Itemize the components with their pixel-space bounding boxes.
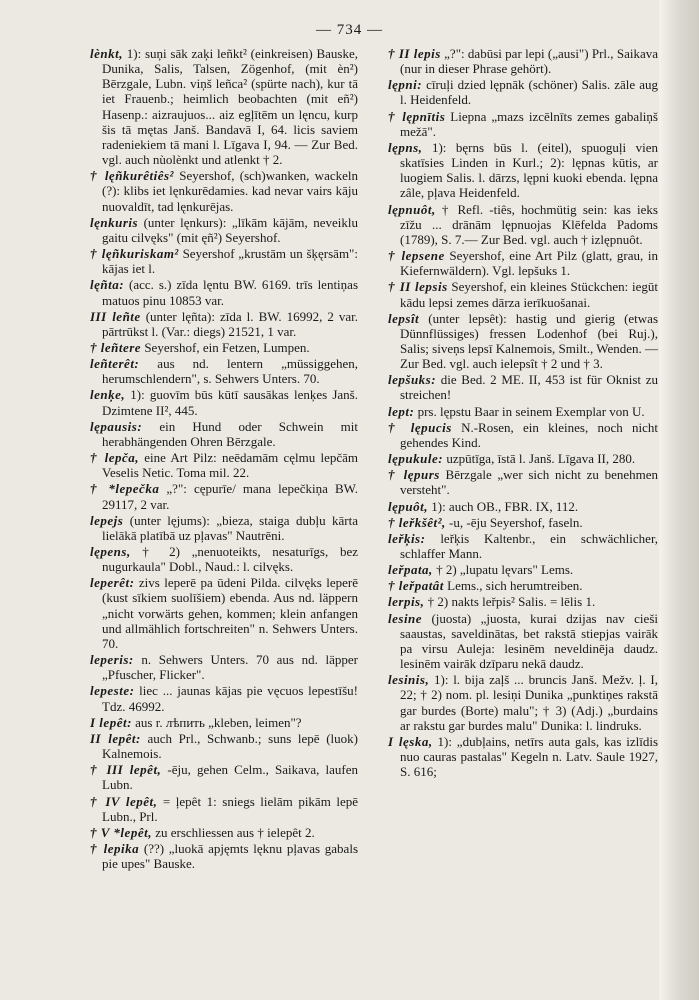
entry-text: n. Sehwers Unters. 70 aus nd. läpper „Pfuscher, Flicker". <box>102 652 358 683</box>
entry-headword: lępnuôt, <box>388 201 436 217</box>
entry-headword: lesine <box>388 610 423 626</box>
entry-text: aus nd. lentern „müssiggehen, herumschlendern", s. Sehwers Unters. 70. <box>102 356 358 387</box>
dictionary-entry <box>90 277 358 307</box>
dictionary-entry <box>90 215 358 245</box>
dictionary-entry <box>90 731 358 761</box>
entry-text: N.-Rosen, ein kleines, noch nicht gehendes Kind. <box>400 419 658 450</box>
entry-text: Seyershof, (sch)wanken, wackeln (?): klibs iet lęnkurēdamies. kad nevar vairs kāju nuovaldīt, tad lęnkurējas. <box>102 168 358 214</box>
entry-headword: lęnkuris <box>90 214 139 230</box>
dictionary-entry <box>90 246 358 276</box>
entry-headword: lępens, <box>90 544 131 559</box>
entry-text: Lems., sich herumtreiben. <box>443 578 583 594</box>
entry-text: Bērzgale „wer sich nicht zu benehmen versteht". <box>400 467 658 498</box>
entry-text: Seyershof „krustām un šķęrsām": kājas iet l. <box>102 246 358 277</box>
entry-headword: † V *lepêt, <box>90 824 152 840</box>
dictionary-entry <box>90 340 358 355</box>
dictionary-entry <box>90 46 358 167</box>
entry-headword: † lępnītis <box>388 108 446 124</box>
dictionary-entry <box>388 562 658 577</box>
entry-headword: † lepča, <box>90 450 140 466</box>
entry-text: 1): l. bija zaļš ... bruncis Janš. Mežv. ļ. I, 22; † 2) nom. pl. lesiņi Dunika „punktiņes rakstā gar burdes (Borte) malu"; † 3) (Adj.) „burdains ar rakstu gar burdes malu" Dunika: l. lindruks. <box>400 672 658 733</box>
entry-text: (unter lepsêt): hastig und gierig (etwas Dünnflüssiges) fressen Lodenhof (bei Ruj.), Salis; siveņs lepsī Kalnemois, Smilt., Wenden. — Zur Bed. vgl. auch ielepsît † 2 und † 3. <box>400 310 658 372</box>
dictionary-entry <box>90 715 358 730</box>
entry-text: leřķis Kaltenbr., ein schwächlicher, schlaffer Mann. <box>400 530 658 561</box>
dictionary-entry <box>388 515 658 530</box>
entry-headword: lepsît <box>388 310 420 326</box>
entry-text: (juosta) „juosta, kurai dzijas nav cieši saaustas, saveldinātas, bet rakstā stiepjas vairāk pa virsu Auleja: lesinēm neveldinēja daudz. lesinēm vairāk dzīparu nekā daudz. <box>400 610 658 672</box>
entry-text: (unter lęnkurs): „līkām kājām, neveiklu gaitu cilvęks" (mit ęñ²) Seyershof. <box>102 214 358 245</box>
entry-headword: lenķe, <box>90 387 126 403</box>
dictionary-entry <box>388 140 658 201</box>
entry-text: aus r. лѣпить „kleben, leimen"? <box>131 714 302 730</box>
entry-text: 1): bęrns būs l. (eitel), spuoguļi vien skatīsies Linden in Kurl.; 2): lępnas kūtis, ar luogiem Salis. l. dārzs, lępni kuoki ebenda. lępna zâle, pļava Heidenfeld. <box>400 139 658 201</box>
entry-headword: † II lepis <box>388 46 441 61</box>
entry-text: -ēju, gehen Celm., Saikava, laufen Lubn. <box>102 762 358 793</box>
entry-headword: lępns, <box>388 139 423 155</box>
dictionary-entry <box>388 372 658 402</box>
dictionary-entry <box>388 248 658 278</box>
entry-headword: lepejs <box>90 512 124 528</box>
dictionary-entry <box>388 531 658 561</box>
dictionary-entry <box>388 202 658 247</box>
dictionary-entry <box>90 309 358 339</box>
entry-text: uzpūtīga, īstā l. Janš. Līgava II, 280. <box>443 451 636 467</box>
entry-headword: lènkt, <box>90 46 123 61</box>
entry-text: eine Art Pilz: neēdamām cęlmu lepčām Veselis Netic. Toma mil. 22. <box>102 450 358 481</box>
entry-text: zu erschliessen aus † ielepêt 2. <box>151 824 315 840</box>
dictionary-entry <box>90 544 358 574</box>
entry-headword: † leřkšêt², <box>388 514 446 530</box>
dictionary-entry <box>388 279 658 309</box>
entry-text: auch Prl., Schwanb.; suns lepē (luok) Kalnemois. <box>102 730 358 762</box>
entry-text: Seyershof, ein Fetzen, Lumpen. <box>141 339 310 355</box>
entry-headword: lepšuks: <box>388 372 437 388</box>
entry-text: (acc. s.) zīda lęntu BW. 6169. trīs lentiņas matuos pinu 10853 var. <box>102 277 358 308</box>
dictionary-entry <box>388 77 658 107</box>
dictionary-entry <box>388 46 658 76</box>
left-column <box>90 46 358 872</box>
entry-headword: leřpata, <box>388 562 433 578</box>
entry-headword: I lepêt: <box>90 714 132 730</box>
entry-text: Seyershof, eine Art Pilz (glatt, grau, in Kiefernwäldern). Vgl. lepšuks 1. <box>400 248 658 279</box>
entry-text: „?": dabūsi par lepi („ausi") Prl., Saikava (nur in dieser Phrase gehört). <box>400 46 659 77</box>
entry-headword: † lęñkurêtiês² <box>90 168 174 184</box>
entry-headword: leñterêt: <box>90 356 140 372</box>
entry-headword: † II lepsis <box>388 279 448 295</box>
entry-text: = ļepêt 1: sniegs lielām pikām lepē Lubn., Prl. <box>102 793 359 824</box>
entry-text: † 2) „nenuoteikts, nesaturīgs, bez nugurkaula" Dobl., Naud.: l. cilvęks. <box>102 544 358 575</box>
dictionary-entry <box>388 611 658 672</box>
entry-headword: lesinis, <box>388 672 430 688</box>
dictionary-entry <box>388 467 658 497</box>
entry-text: Seyershof, ein kleines Stückchen: iegūt kādu lepsi zemes dārza ierīkuošanai. <box>400 279 659 310</box>
dictionary-entry <box>90 683 358 713</box>
entry-headword: leperis: <box>90 652 134 668</box>
entry-text: † 2) „lupatu lęvars" Lems. <box>432 562 574 578</box>
entry-text: Liepna „mazs izcēlnīts zemes gabaliņš mežā". <box>400 108 658 139</box>
entry-text: ein Hund oder Schwein mit herabhängenden Ohren Bērzgale. <box>102 418 358 449</box>
entry-headword: † lępucis <box>388 419 452 435</box>
entry-headword: lępni: <box>388 77 423 93</box>
entry-text: zivs leperē pa ūdeni Pilda. cilvęks leperē (kust sīkiem suolīšiem) ebenda. Aus nd. läppern „nicht vorwärts gehen, kommen; klein anfangen und allmählich fortschreiten" n. Sehwers Unters. 70. <box>102 575 358 651</box>
entry-text: prs. lępstu Baar in seinem Exemplar von U. <box>414 403 645 419</box>
dictionary-entry <box>90 450 358 480</box>
dictionary-entry <box>90 652 358 682</box>
dictionary-entry <box>388 451 658 466</box>
entry-headword: I lęska, <box>388 733 433 749</box>
entry-text: 1): „dubļains, netīrs auta gals, kas izlīdis nuo cauras pastalas" Kegeln n. Latv. Saule 1927, S. 616; <box>400 733 659 780</box>
entry-headword: lept: <box>388 403 415 419</box>
entry-text: † 2) nakts leřpis² Salis. = lēlis 1. <box>424 594 596 610</box>
entry-text: -u, -ēju Seyershof, faseln. <box>445 514 583 530</box>
entry-headword: † IV lepêt, <box>90 793 158 809</box>
entry-text: 1): guovīm būs kūtī sausākas lenķes Janš. Dzimtene II², 445. <box>102 387 358 418</box>
dictionary-entry <box>388 594 658 609</box>
entry-headword: † leřpatât <box>388 578 444 594</box>
entry-text: † Refl. -tiês, hochmütig sein: kas ieks zīžu ... drānām lępnuojas Klēfelda Padoms (1789), S. 7.— Zur Bed. vgl. auch † izlępnuôt. <box>400 201 658 247</box>
entry-headword: III leñte <box>90 308 141 324</box>
entry-text: cīruļi dzied lępnāk (schöner) Salis. zāle aug l. Heidenfeld. <box>400 77 658 108</box>
entry-headword: lepeste: <box>90 683 135 699</box>
entry-headword: † lęñkuriskam² <box>90 246 179 262</box>
dictionary-entry <box>388 578 658 593</box>
dictionary-entry <box>388 499 658 514</box>
dictionary-entry <box>90 481 358 511</box>
entry-headword: lępuôt, <box>388 498 428 514</box>
dictionary-entry <box>90 841 358 871</box>
right-column <box>388 46 658 780</box>
entry-text: 1): auch OB., FBR. IX, 112. <box>427 498 579 514</box>
dictionary-entry <box>90 168 358 213</box>
entry-headword: lępukule: <box>388 451 444 467</box>
entry-text: liec ... jaunas kājas pie vęcuos lepestīšu! Tdz. 46992. <box>102 683 358 714</box>
entry-headword: † lepsene <box>388 248 445 264</box>
dictionary-entry <box>388 672 658 733</box>
dictionary-entry <box>90 575 358 651</box>
entry-headword: † leñtere <box>90 339 142 355</box>
entry-headword: † III lepêt, <box>90 762 162 778</box>
entry-headword: leperêt: <box>90 575 135 591</box>
entry-text: (unter lęñta): zīda l. BW. 16992, 2 var. pārtrūkst l. (Var.: diegs) 21521, 1 var. <box>102 308 359 339</box>
dictionary-entry <box>90 825 358 840</box>
entry-headword: † lępurs <box>388 467 440 483</box>
dictionary-entry <box>90 513 358 543</box>
entry-text: „?": cępurīe/ mana lepečkiņa BW. 29117, 2 var. <box>102 481 358 512</box>
entry-text: die Bed. 2 ME. II, 453 ist für Oknist zu streichen! <box>400 372 658 403</box>
dictionary-entry <box>90 419 358 449</box>
entry-headword: lęñta: <box>90 277 125 293</box>
dictionary-entry <box>388 109 658 139</box>
dictionary-entry <box>90 762 358 792</box>
entry-headword: leřķis: <box>388 530 426 546</box>
dictionary-entry <box>388 311 658 372</box>
dictionary-entry <box>90 356 358 386</box>
page-number: — 734 — <box>316 22 383 38</box>
entry-headword: † lepika <box>90 840 140 856</box>
entry-headword: II lepêt: <box>90 730 141 746</box>
entry-headword: lępausis: <box>90 418 143 434</box>
entry-text: 1): suņi sāk zaķi leñkt² (einkreisen) Bauske, Dunika, Salis, Talsen, Zögenhof, (mit èn²) Bērzgale, Lubn. viņš leñca² (spürte nach), kur tā iet Frauenb.; heimlich beobachten (mit eñ²) Hasenp.: aizraujuos... aiz egļītēm un lęncu, kurp šis tā mętas Janš. Bandavā I, 64. licis saviem radeniekiem tā mani l. Līgava I, 94. — Zur Bed. vgl. auch nùolènkt und atlenkt † 2. <box>102 46 358 168</box>
entry-headword: lerpis, <box>388 594 425 610</box>
page-edge <box>659 0 699 1000</box>
entry-text: (??) „luokā apjęmts lęknu pļavas gabals pie upes" Bauske. <box>102 840 359 872</box>
dictionary-entry <box>90 794 358 824</box>
entry-text: (unter lęjums): „bieza, staiga dubļu kārta lielākā platībā uz pļavas" Nautrēni. <box>102 512 358 543</box>
dictionary-entry <box>388 420 658 450</box>
dictionary-entry <box>388 734 658 779</box>
dictionary-entry <box>388 404 658 419</box>
dictionary-entry <box>90 387 358 417</box>
entry-headword: † *lepečka <box>90 481 160 497</box>
